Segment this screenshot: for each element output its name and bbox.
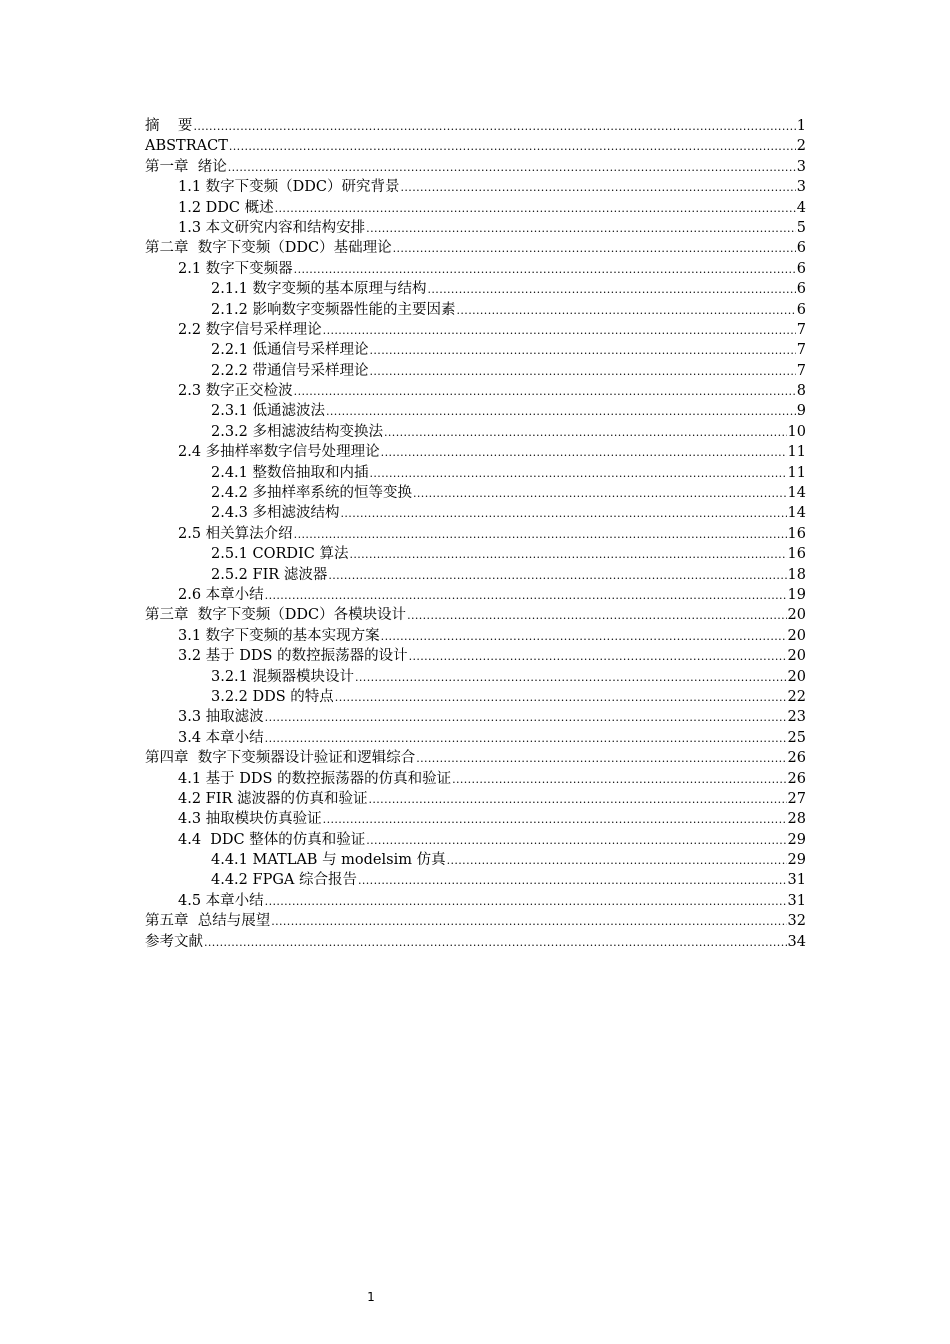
toc-entry-page: 26 — [787, 750, 806, 767]
toc-entry-page: 3 — [796, 179, 806, 196]
toc-dot-leader — [393, 239, 796, 259]
toc-entry[interactable] — [145, 626, 806, 646]
toc-entry-page: 7 — [796, 362, 806, 379]
toc-entry-title: 第一章 绪论 — [145, 158, 227, 175]
toc-entry[interactable] — [145, 361, 806, 381]
toc-entry[interactable] — [145, 198, 806, 218]
toc-entry-title: 第二章 数字下变频（DDC）基础理论 — [145, 240, 392, 257]
toc-entry-page: 20 — [787, 648, 806, 665]
toc-entry-page: 8 — [796, 383, 806, 400]
toc-entry-title: 3.3 抽取滤波 — [178, 709, 264, 726]
toc-entry[interactable] — [145, 401, 806, 421]
toc-entry[interactable] — [145, 544, 806, 564]
toc-dot-leader — [265, 892, 787, 912]
toc-entry-page: 16 — [787, 546, 806, 563]
toc-entry[interactable] — [145, 177, 806, 197]
toc-entry-page: 1 — [796, 118, 806, 134]
toc-entry-title: 摘 要 — [145, 118, 193, 134]
toc-entry-title: 2.6 本章小结 — [178, 586, 264, 603]
toc-entry-title: 3.4 本章小结 — [178, 729, 264, 746]
toc-dot-leader — [271, 912, 786, 932]
toc-entry-page: 7 — [796, 321, 806, 338]
toc-entry-page: 3 — [796, 158, 806, 175]
toc-dot-leader — [204, 933, 787, 953]
toc-entry[interactable] — [145, 320, 806, 340]
toc-dot-leader — [294, 382, 796, 402]
toc-entry-page: 18 — [787, 566, 806, 583]
toc-entry-page: 16 — [787, 525, 806, 542]
toc-entry-title: 4.5 本章小结 — [178, 892, 264, 909]
toc-dot-leader — [355, 668, 787, 688]
toc-entry-page: 11 — [787, 444, 806, 461]
toc-entry[interactable] — [145, 605, 806, 625]
toc-entry[interactable] — [145, 524, 806, 544]
toc-entry-title: 第五章 总结与展望 — [145, 913, 271, 930]
toc-entry-title: 3.2.1 混频器模块设计 — [211, 668, 355, 685]
toc-entry-page: 20 — [787, 607, 806, 624]
toc-entry[interactable] — [145, 728, 806, 748]
toc-entry[interactable] — [145, 463, 806, 483]
toc-entry[interactable] — [145, 279, 806, 299]
toc-entry-title: 2.5.2 FIR 滤波器 — [211, 566, 328, 583]
toc-entry-title: 4.4 DDC 整体的仿真和验证 — [178, 831, 366, 848]
toc-entry-title: 3.2 基于 DDS 的数控振荡器的设计 — [178, 648, 408, 665]
toc-entry-page: 19 — [787, 586, 806, 603]
toc-entry-title: 2.2 数字信号采样理论 — [178, 321, 322, 338]
toc-dot-leader — [366, 219, 796, 239]
toc-dot-leader — [381, 627, 787, 647]
toc-entry-title: 1.2 DDC 概述 — [178, 199, 274, 216]
toc-entry-page: 32 — [787, 913, 806, 930]
toc-dot-leader — [349, 545, 786, 565]
toc-entry[interactable] — [145, 259, 806, 279]
toc-entry[interactable] — [145, 911, 806, 931]
toc-entry[interactable] — [145, 646, 806, 666]
toc-dot-leader — [384, 423, 787, 443]
toc-dot-leader — [228, 158, 796, 178]
toc-dot-leader — [413, 484, 787, 504]
toc-entry-page: 5 — [796, 219, 806, 236]
toc-entry-page: 11 — [787, 464, 806, 481]
page-number: 1 — [367, 1290, 375, 1304]
toc-entry-page: 10 — [787, 423, 806, 440]
toc-dot-leader — [335, 688, 787, 708]
toc-dot-leader — [294, 260, 796, 280]
toc-entry-page: 27 — [787, 790, 806, 807]
toc-entry-title: 2.1.1 数字变频的基本原理与结构 — [211, 281, 427, 298]
toc-entry[interactable] — [145, 789, 806, 809]
toc-dot-leader — [275, 199, 796, 219]
toc-entry-page: 31 — [787, 892, 806, 909]
toc-dot-leader — [366, 831, 786, 851]
toc-entry[interactable] — [145, 932, 806, 952]
toc-entry-title: ABSTRACT — [145, 138, 228, 155]
toc-entry-title: 2.4.1 整数倍抽取和内插 — [211, 464, 369, 481]
toc-entry[interactable] — [145, 565, 806, 585]
toc-dot-leader — [370, 341, 796, 361]
toc-entry-title: 第四章 数字下变频器设计验证和逻辑综合 — [145, 750, 416, 767]
toc-entry[interactable] — [145, 667, 806, 687]
toc-entry[interactable] — [145, 503, 806, 523]
toc-dot-leader — [265, 586, 787, 606]
toc-entry-title: 2.2.2 带通信号采样理论 — [211, 362, 369, 379]
toc-entry-title: 3.1 数字下变频的基本实现方案 — [178, 627, 380, 644]
toc-dot-leader — [265, 708, 787, 728]
toc-entry[interactable] — [145, 116, 806, 136]
table-of-contents — [145, 116, 806, 952]
toc-entry-title: 2.4 多抽样率数字信号处理理论 — [178, 444, 380, 461]
toc-entry-title: 2.5.1 CORDIC 算法 — [211, 546, 349, 563]
toc-dot-leader — [407, 606, 786, 626]
toc-entry[interactable] — [145, 850, 806, 870]
toc-entry-title: 4.2 FIR 滤波器的仿真和验证 — [178, 790, 368, 807]
toc-entry[interactable] — [145, 442, 806, 462]
toc-dot-leader — [401, 178, 796, 198]
toc-dot-leader — [229, 137, 796, 157]
toc-dot-leader — [428, 280, 796, 300]
toc-entry-title: 2.4.3 多相滤波结构 — [211, 505, 340, 522]
toc-entry-page: 2 — [796, 138, 806, 155]
toc-entry-title: 2.5 相关算法介绍 — [178, 525, 293, 542]
toc-entry-title: 4.1 基于 DDS 的数控振荡器的仿真和验证 — [178, 770, 452, 787]
toc-entry-page: 9 — [796, 403, 806, 420]
toc-entry-page: 7 — [796, 342, 806, 359]
toc-entry-page: 25 — [787, 729, 806, 746]
toc-entry-title: 第三章 数字下变频（DDC）各模块设计 — [145, 607, 407, 624]
toc-entry-title: 4.3 抽取模块仿真验证 — [178, 811, 322, 828]
toc-entry[interactable] — [145, 483, 806, 503]
toc-entry-page: 26 — [787, 770, 806, 787]
toc-entry-title: 2.3.2 多相滤波结构变换法 — [211, 423, 384, 440]
toc-entry-page: 4 — [796, 199, 806, 216]
toc-entry-title: 2.1 数字下变频器 — [178, 260, 293, 277]
toc-entry-title: 4.4.1 MATLAB 与 modelsim 仿真 — [211, 852, 446, 869]
toc-dot-leader — [265, 729, 787, 749]
toc-entry-page: 31 — [787, 872, 806, 889]
toc-entry-title: 2.4.2 多抽样率系统的恒等变换 — [211, 485, 413, 502]
toc-entry[interactable] — [145, 830, 806, 850]
toc-entry[interactable] — [145, 809, 806, 829]
toc-entry-page: 6 — [796, 281, 806, 298]
toc-entry[interactable] — [145, 891, 806, 911]
toc-dot-leader — [370, 362, 796, 382]
toc-entry[interactable] — [145, 707, 806, 727]
toc-entry-page: 22 — [787, 688, 806, 705]
toc-dot-leader — [323, 810, 787, 830]
toc-dot-leader — [193, 117, 795, 137]
toc-dot-leader — [457, 301, 796, 321]
toc-entry[interactable] — [145, 157, 806, 177]
toc-entry-page: 34 — [787, 933, 806, 950]
toc-entry-title: 3.2.2 DDS 的特点 — [211, 688, 334, 705]
toc-entry[interactable] — [145, 300, 806, 320]
toc-entry-title: 2.3.1 低通滤波法 — [211, 403, 326, 420]
toc-entry[interactable] — [145, 687, 806, 707]
toc-entry-title: 1.3 本文研究内容和结构安排 — [178, 219, 366, 236]
toc-entry-title: 2.2.1 低通信号采样理论 — [211, 342, 369, 359]
toc-entry-page: 14 — [787, 505, 806, 522]
toc-dot-leader — [452, 770, 786, 790]
toc-dot-leader — [341, 504, 787, 524]
toc-dot-leader — [381, 443, 787, 463]
toc-dot-leader — [358, 871, 787, 891]
toc-entry-page: 6 — [796, 301, 806, 318]
toc-dot-leader — [294, 525, 787, 545]
toc-dot-leader — [447, 851, 787, 871]
toc-entry[interactable] — [145, 585, 806, 605]
toc-entry[interactable] — [145, 238, 806, 258]
toc-entry-page: 29 — [787, 852, 806, 869]
toc-dot-leader — [416, 749, 786, 769]
toc-entry[interactable] — [145, 422, 806, 442]
toc-entry-page: 6 — [796, 240, 806, 257]
toc-entry[interactable] — [145, 136, 806, 156]
toc-entry-title: 2.1.2 影响数字变频器性能的主要因素 — [211, 301, 456, 318]
toc-entry-page: 20 — [787, 627, 806, 644]
toc-entry[interactable] — [145, 870, 806, 890]
toc-entry-page: 23 — [787, 709, 806, 726]
toc-entry-page: 6 — [796, 260, 806, 277]
toc-entry[interactable] — [145, 748, 806, 768]
toc-dot-leader — [368, 790, 786, 810]
toc-entry-title: 4.4.2 FPGA 综合报告 — [211, 872, 357, 889]
toc-entry-title: 1.1 数字下变频（DDC）研究背景 — [178, 179, 400, 196]
toc-dot-leader — [328, 566, 786, 586]
toc-entry-page: 29 — [787, 831, 806, 848]
toc-dot-leader — [370, 464, 787, 484]
toc-dot-leader — [323, 321, 796, 341]
toc-entry-page: 28 — [787, 811, 806, 828]
toc-dot-leader — [409, 647, 787, 667]
toc-entry[interactable] — [145, 218, 806, 238]
toc-entry[interactable] — [145, 381, 806, 401]
toc-entry[interactable] — [145, 769, 806, 789]
toc-entry-page: 20 — [787, 668, 806, 685]
toc-entry[interactable] — [145, 340, 806, 360]
toc-entry-page: 14 — [787, 485, 806, 502]
toc-entry-title: 参考文献 — [145, 933, 203, 950]
toc-dot-leader — [326, 402, 796, 422]
toc-entry-title: 2.3 数字正交检波 — [178, 383, 293, 400]
